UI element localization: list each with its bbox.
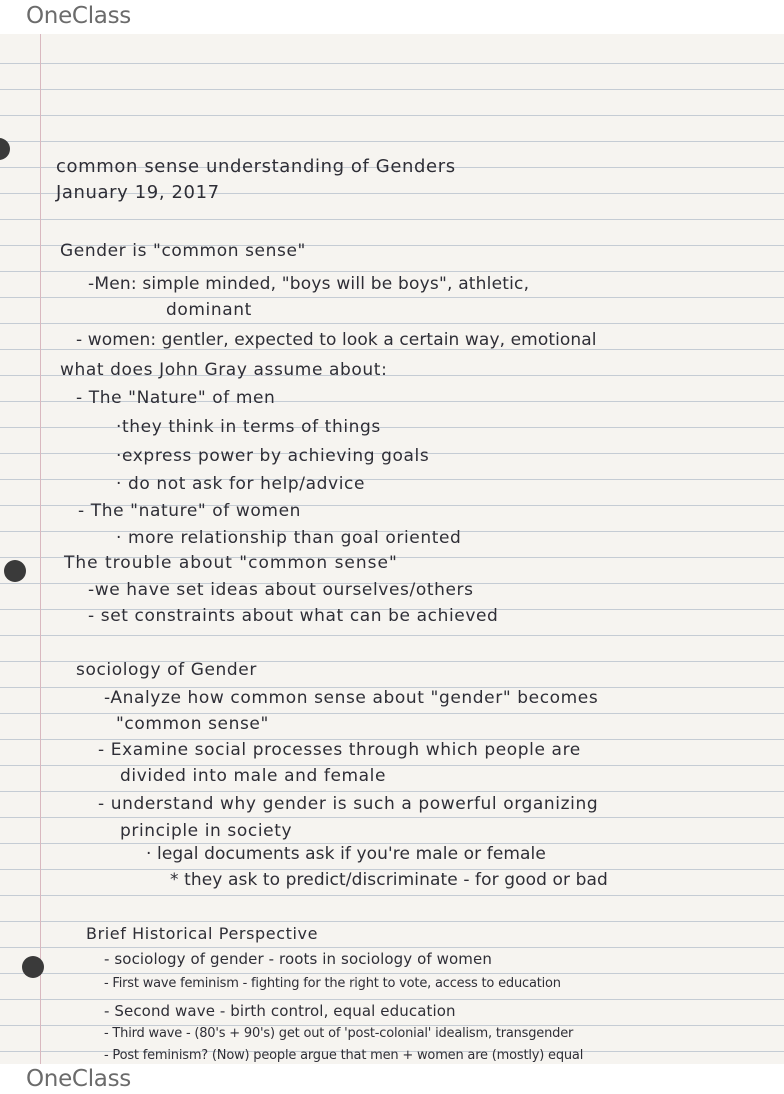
note-line: - Examine social processes through which people are — [98, 740, 581, 760]
note-line: - set constraints about what can be achieved — [88, 606, 499, 626]
note-line: * they ask to predict/discriminate - for good or bad — [170, 870, 608, 890]
binder-hole — [4, 560, 26, 582]
note-line: The trouble about "common sense" — [64, 553, 398, 573]
note-line: ·they think in terms of things — [116, 417, 381, 437]
note-line: divided into male and female — [120, 766, 387, 786]
note-line: - Third wave - (80's + 90's) get out of 'post-colonial' idealism, transgender — [104, 1026, 574, 1041]
binder-hole — [0, 138, 10, 160]
note-line: Gender is "common sense" — [60, 241, 306, 261]
binder-hole — [22, 956, 44, 978]
note-line: "common sense" — [116, 714, 269, 734]
note-line: -we have set ideas about ourselves/others — [88, 580, 474, 600]
note-line: -Analyze how common sense about "gender" becomes — [104, 688, 599, 708]
oneclass-logo: OneClass — [26, 1066, 131, 1092]
note-line: - sociology of gender - roots in sociology of women — [104, 950, 492, 968]
note-line: - understand why gender is such a powerful organizing — [98, 794, 599, 814]
note-line: - The "nature" of women — [78, 501, 301, 521]
oneclass-header — [0, 0, 784, 34]
note-line: principle in society — [120, 821, 293, 841]
notebook-page — [0, 34, 784, 1064]
note-line: - The "Nature" of men — [76, 388, 276, 408]
note-line: - women: gentler, expected to look a certain way, emotional — [76, 330, 597, 350]
oneclass-logo: OneClass — [26, 3, 131, 29]
note-title: common sense understanding of Genders — [56, 156, 456, 177]
note-line: dominant — [166, 300, 252, 320]
note-line: what does John Gray assume about: — [60, 360, 388, 380]
note-line: · do not ask for help/advice — [116, 474, 366, 494]
margin-line — [40, 34, 41, 1064]
oneclass-footer — [0, 1064, 784, 1094]
note-line: Brief Historical Perspective — [86, 924, 319, 943]
note-line: sociology of Gender — [76, 660, 257, 680]
note-line: -Men: simple minded, "boys will be boys", athletic, — [88, 274, 530, 294]
note-date: January 19, 2017 — [56, 182, 220, 203]
note-line: ·express power by achieving goals — [116, 446, 430, 466]
note-line: - Post feminism? (Now) people argue that men + women are (mostly) equal — [104, 1048, 584, 1063]
note-line: - First wave feminism - fighting for the right to vote, access to education — [104, 976, 561, 991]
note-line: - Second wave - birth control, equal education — [104, 1002, 456, 1020]
note-line: · legal documents ask if you're male or female — [146, 844, 546, 864]
note-line: · more relationship than goal oriented — [116, 528, 462, 548]
